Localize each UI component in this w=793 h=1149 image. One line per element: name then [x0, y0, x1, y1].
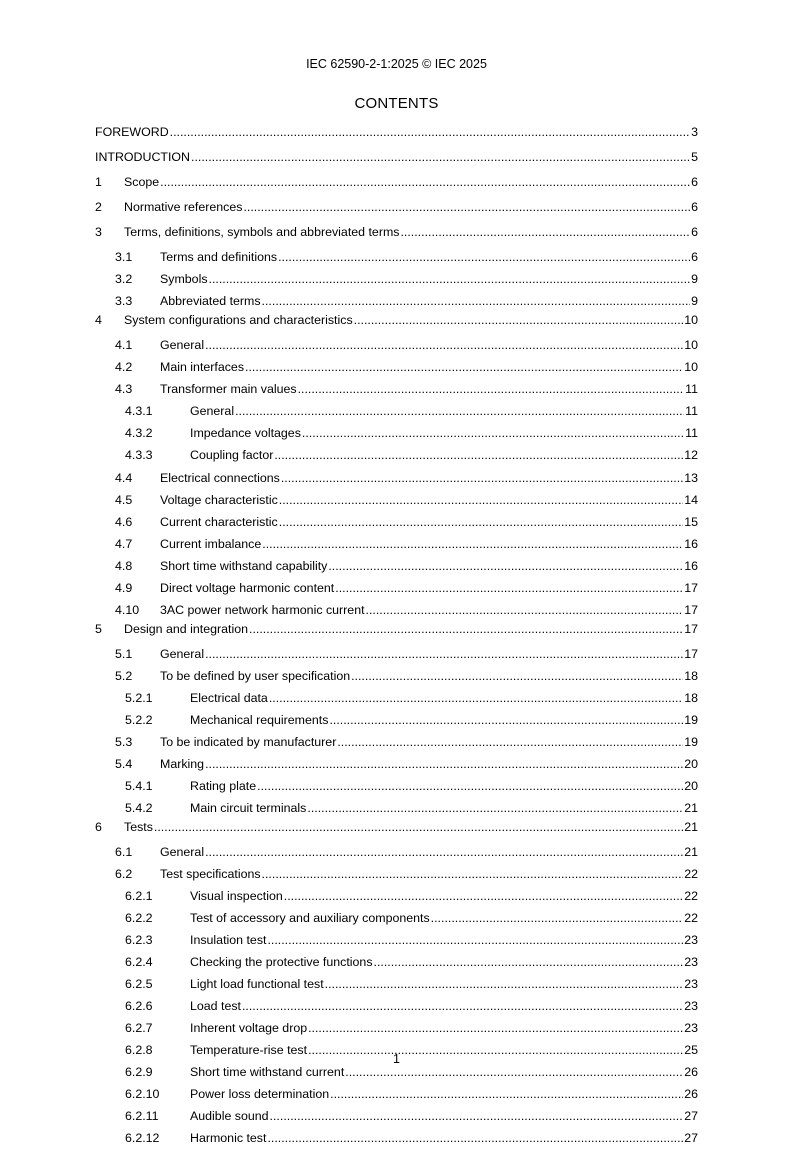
toc-entry-number: 6.2.4 — [125, 955, 153, 969]
toc-entry-number: 3 — [95, 225, 102, 239]
toc-entry-number: 3.2 — [115, 272, 133, 286]
toc-entry-page: 3 — [691, 125, 698, 139]
toc-leader-dots — [278, 249, 690, 265]
page-number: 1 — [393, 1052, 400, 1066]
toc-entry[interactable] — [95, 312, 698, 331]
toc-entry[interactable] — [95, 888, 698, 907]
toc-entry[interactable] — [95, 149, 698, 168]
toc-leader-dots — [302, 425, 684, 441]
toc-entry-label: Harmonic test — [190, 1131, 267, 1145]
toc-entry-number: 5.2.1 — [125, 691, 153, 705]
toc-leader-dots — [262, 866, 684, 882]
toc-leader-dots — [431, 910, 684, 926]
toc-entry[interactable] — [95, 866, 698, 885]
toc-entry-page: 5 — [691, 150, 698, 164]
toc-entry-number: 5.2 — [115, 669, 133, 683]
toc-entry-number: 5.2.2 — [125, 713, 153, 727]
toc-entry-number: 4.3.1 — [125, 404, 153, 418]
toc-entry-page: 23 — [684, 977, 698, 991]
toc-entry-number: 3.1 — [115, 250, 133, 264]
toc-entry-number: 4.7 — [115, 537, 133, 551]
toc-leader-dots — [209, 271, 691, 287]
toc-entry[interactable] — [95, 621, 698, 640]
toc-entry-number: 5.3 — [115, 735, 133, 749]
toc-entry-number: 4.8 — [115, 559, 133, 573]
toc-entry-label: Transformer main values — [160, 382, 297, 396]
toc-entry-page: 6 — [691, 250, 698, 264]
toc-leader-dots — [160, 174, 690, 190]
toc-entry-number: 6.2.5 — [125, 977, 153, 991]
page-header: IEC 62590-2-1:2025 © IEC 2025 — [306, 57, 487, 71]
toc-entry[interactable] — [95, 249, 698, 268]
toc-leader-dots — [330, 1086, 683, 1102]
toc-leader-dots — [328, 558, 683, 574]
toc-leader-dots — [298, 381, 685, 397]
toc-entry-page: 13 — [684, 471, 698, 485]
toc-entry-label: Rating plate — [190, 779, 257, 793]
toc-entry-number: 4.3.3 — [125, 448, 153, 462]
toc-leader-dots — [284, 888, 683, 904]
toc-entry-page: 12 — [684, 448, 698, 462]
toc-entry-page: 17 — [684, 647, 698, 661]
toc-entry-label: Abbreviated terms — [160, 294, 261, 308]
toc-entry[interactable] — [95, 844, 698, 863]
toc-entry-page: 17 — [684, 622, 698, 636]
toc-entry-label: Light load functional test — [190, 977, 324, 991]
toc-entry-page: 23 — [684, 999, 698, 1013]
toc-entry-number: 6.2.6 — [125, 999, 153, 1013]
toc-entry-number: 4.4 — [115, 471, 133, 485]
toc-entry-label: Test of accessory and auxiliary components — [190, 911, 430, 925]
toc-entry[interactable] — [95, 580, 698, 599]
toc-leader-dots — [249, 621, 683, 637]
toc-entry-page: 22 — [684, 911, 698, 925]
toc-entry-number: 2 — [95, 200, 102, 214]
toc-entry-label: General — [190, 404, 235, 418]
toc-entry-number: 4.2 — [115, 360, 133, 374]
toc-leader-dots — [154, 819, 683, 835]
toc-entry[interactable] — [95, 668, 698, 687]
toc-entry-page: 11 — [685, 382, 698, 396]
toc-leader-dots — [337, 734, 683, 750]
toc-entry-number: 6.2.1 — [125, 889, 153, 903]
toc-entry-number: 6.2.9 — [125, 1065, 153, 1079]
toc-leader-dots — [205, 756, 683, 772]
toc-entry-number: 6 — [95, 820, 102, 834]
toc-entry-label: Short time withstand capability — [160, 559, 328, 573]
toc-entry[interactable] — [95, 998, 698, 1017]
toc-entry-label: Marking — [160, 757, 205, 771]
toc-entry-number: 1 — [95, 175, 102, 189]
toc-entry-label: Checking the protective functions — [190, 955, 373, 969]
toc-entry[interactable] — [95, 712, 698, 731]
toc-entry-number: 5.1 — [115, 647, 133, 661]
toc-entry-number: 5 — [95, 622, 102, 636]
toc-entry-page: 10 — [684, 313, 698, 327]
toc-leader-dots — [281, 470, 683, 486]
toc-entry-page: 6 — [691, 200, 698, 214]
toc-entry-number: 5.4 — [115, 757, 133, 771]
toc-entry-label: Tests — [124, 820, 153, 834]
toc-entry-label: Electrical data — [190, 691, 268, 705]
toc-entry-label: FOREWORD — [95, 125, 169, 139]
toc-entry-number: 6.2.10 — [125, 1087, 160, 1101]
toc-entry-label: Electrical connections — [160, 471, 280, 485]
toc-entry[interactable] — [95, 514, 698, 533]
toc-leader-dots — [354, 312, 684, 328]
toc-entry-page: 26 — [684, 1065, 698, 1079]
toc-entry[interactable] — [95, 646, 698, 665]
toc-entry-number: 4 — [95, 313, 102, 327]
toc-entry-page: 27 — [684, 1109, 698, 1123]
toc-entry-page: 16 — [684, 537, 698, 551]
toc-entry-page: 15 — [684, 515, 698, 529]
toc-entry-page: 25 — [684, 1043, 698, 1057]
toc-entry-page: 19 — [684, 735, 698, 749]
toc-entry-label: Scope — [124, 175, 160, 189]
toc-entry[interactable] — [95, 1108, 698, 1127]
toc-entry[interactable] — [95, 174, 698, 193]
toc-entry-label: Mechanical requirements — [190, 713, 329, 727]
toc-entry-page: 6 — [691, 175, 698, 189]
toc-leader-dots — [279, 514, 683, 530]
toc-leader-dots — [400, 224, 690, 240]
toc-entry-label: Coupling factor — [190, 448, 274, 462]
toc-entry[interactable] — [95, 756, 698, 775]
toc-entry-number: 6.2.8 — [125, 1043, 153, 1057]
toc-entry-number: 6.2.7 — [125, 1021, 153, 1035]
toc-entry[interactable] — [95, 293, 698, 312]
toc-entry-page: 27 — [684, 1131, 698, 1145]
toc-entry-page: 23 — [684, 955, 698, 969]
toc-entry[interactable] — [95, 932, 698, 951]
toc-leader-dots — [205, 646, 683, 662]
toc-entry-label: Symbols — [160, 272, 208, 286]
toc-leader-dots — [351, 668, 683, 684]
toc-leader-dots — [205, 337, 683, 353]
toc-leader-dots — [235, 403, 684, 419]
toc-entry-label: 3AC power network harmonic current — [160, 603, 365, 617]
toc-entry-label: Short time withstand current — [190, 1065, 345, 1079]
toc-entry[interactable] — [95, 359, 698, 378]
toc-entry-page: 20 — [684, 779, 698, 793]
toc-entry-page: 22 — [684, 889, 698, 903]
toc-leader-dots — [269, 690, 683, 706]
toc-entry-page: 18 — [684, 691, 698, 705]
toc-leader-dots — [325, 976, 684, 992]
toc-entry-label: General — [160, 845, 205, 859]
toc-entry[interactable] — [95, 271, 698, 290]
toc-entry-page: 19 — [684, 713, 698, 727]
toc-entry[interactable] — [95, 224, 698, 243]
toc-entry[interactable] — [95, 1020, 698, 1039]
toc-entry[interactable] — [95, 1086, 698, 1105]
toc-leader-dots — [308, 1020, 683, 1036]
toc-entry[interactable] — [95, 819, 698, 838]
toc-entry[interactable] — [95, 800, 698, 819]
toc-leader-dots — [366, 602, 684, 618]
toc-entry-page: 21 — [684, 801, 698, 815]
toc-entry[interactable] — [95, 470, 698, 489]
toc-entry[interactable] — [95, 558, 698, 577]
toc-leader-dots — [245, 359, 683, 375]
toc-entry-page: 26 — [684, 1087, 698, 1101]
toc-leader-dots — [267, 932, 683, 948]
toc-entry-page: 11 — [685, 404, 698, 418]
toc-leader-dots — [262, 536, 683, 552]
toc-entry-number: 4.10 — [115, 603, 140, 617]
toc-entry-label: Main interfaces — [160, 360, 245, 374]
toc-entry[interactable] — [95, 492, 698, 511]
toc-leader-dots — [329, 712, 683, 728]
toc-entry-page: 17 — [684, 581, 698, 595]
table-of-contents — [95, 124, 698, 1149]
toc-leader-dots — [345, 1064, 683, 1080]
toc-entry-label: Temperature-rise test — [190, 1043, 308, 1057]
toc-entry-page: 6 — [691, 225, 698, 239]
toc-leader-dots — [191, 149, 690, 165]
toc-entry-label: Insulation test — [190, 933, 267, 947]
toc-entry[interactable] — [95, 734, 698, 753]
toc-entry-label: General — [160, 647, 205, 661]
toc-leader-dots — [335, 580, 683, 596]
toc-entry-number: 6.2.3 — [125, 933, 153, 947]
toc-leader-dots — [374, 954, 684, 970]
toc-entry-page: 21 — [684, 820, 698, 834]
toc-entry[interactable] — [95, 690, 698, 709]
toc-entry-number: 5.4.2 — [125, 801, 153, 815]
toc-leader-dots — [274, 447, 683, 463]
toc-entry-label: Power loss determination — [190, 1087, 330, 1101]
toc-entry-label: To be defined by user specification — [160, 669, 351, 683]
toc-entry-label: Main circuit terminals — [190, 801, 307, 815]
toc-entry-label: Design and integration — [124, 622, 248, 636]
toc-entry-page: 20 — [684, 757, 698, 771]
toc-entry[interactable] — [95, 447, 698, 466]
toc-leader-dots — [170, 124, 690, 140]
toc-entry[interactable] — [95, 1130, 698, 1149]
toc-entry-label: Voltage characteristic — [160, 493, 278, 507]
toc-leader-dots — [307, 800, 683, 816]
toc-entry[interactable] — [95, 910, 698, 929]
toc-leader-dots — [279, 492, 683, 508]
toc-entry-page: 23 — [684, 1021, 698, 1035]
toc-entry-number: 4.5 — [115, 493, 133, 507]
toc-entry-number: 4.3.2 — [125, 426, 153, 440]
toc-entry-page: 9 — [691, 272, 698, 286]
toc-entry[interactable] — [95, 381, 698, 400]
page-title: CONTENTS — [354, 95, 439, 112]
toc-entry[interactable] — [95, 199, 698, 218]
toc-entry-number: 6.2.12 — [125, 1131, 160, 1145]
toc-entry-label: To be indicated by manufacturer — [160, 735, 337, 749]
toc-leader-dots — [243, 199, 690, 215]
toc-entry-number: 4.9 — [115, 581, 133, 595]
toc-leader-dots — [257, 778, 683, 794]
toc-entry-number: 6.2 — [115, 867, 133, 881]
toc-leader-dots — [262, 293, 691, 309]
toc-entry-label: Impedance voltages — [190, 426, 301, 440]
toc-entry-page: 9 — [691, 294, 698, 308]
toc-entry[interactable] — [95, 124, 698, 143]
toc-entry-page: 11 — [685, 426, 698, 440]
toc-leader-dots — [242, 998, 683, 1014]
toc-entry-page: 14 — [684, 493, 698, 507]
toc-entry-page: 17 — [684, 603, 698, 617]
toc-entry-label: Terms, definitions, symbols and abbreviated terms — [124, 225, 400, 239]
toc-entry-label: Audible sound — [190, 1109, 269, 1123]
toc-entry-number: 6.2.11 — [125, 1109, 159, 1123]
toc-entry-page: 16 — [684, 559, 698, 573]
toc-entry-number: 4.3 — [115, 382, 133, 396]
toc-entry[interactable] — [95, 602, 698, 621]
toc-entry-label: Visual inspection — [190, 889, 283, 903]
toc-entry-number: 5.4.1 — [125, 779, 153, 793]
toc-leader-dots — [205, 844, 683, 860]
toc-entry[interactable] — [95, 536, 698, 555]
toc-entry-number: 4.6 — [115, 515, 133, 529]
toc-entry-label: Terms and definitions — [160, 250, 278, 264]
toc-entry[interactable] — [95, 976, 698, 995]
toc-entry-number: 4.1 — [115, 338, 133, 352]
toc-entry-label: Normative references — [124, 200, 243, 214]
toc-entry-label: Inherent voltage drop — [190, 1021, 308, 1035]
toc-entry[interactable] — [95, 778, 698, 797]
toc-entry-label: Test specifications — [160, 867, 261, 881]
toc-entry[interactable] — [95, 425, 698, 444]
toc-entry-label: System configurations and characteristics — [124, 313, 353, 327]
toc-entry[interactable] — [95, 337, 698, 356]
toc-entry-label: Current imbalance — [160, 537, 262, 551]
toc-entry-page: 10 — [684, 360, 698, 374]
toc-entry-label: INTRODUCTION — [95, 150, 190, 164]
toc-leader-dots — [267, 1130, 683, 1146]
toc-entry-label: Current characteristic — [160, 515, 278, 529]
toc-entry-number: 6.2.2 — [125, 911, 153, 925]
toc-entry[interactable] — [95, 1064, 698, 1083]
toc-entry-page: 22 — [684, 867, 698, 881]
toc-entry[interactable] — [95, 403, 698, 422]
toc-entry-page: 23 — [684, 933, 698, 947]
toc-entry-label: Load test — [190, 999, 241, 1013]
toc-entry-page: 18 — [684, 669, 698, 683]
toc-entry-number: 3.3 — [115, 294, 133, 308]
toc-entry-page: 10 — [684, 338, 698, 352]
toc-entry-page: 21 — [684, 845, 698, 859]
toc-entry-label: General — [160, 338, 205, 352]
toc-entry[interactable] — [95, 954, 698, 973]
toc-entry-label: Direct voltage harmonic content — [160, 581, 335, 595]
toc-entry-number: 6.1 — [115, 845, 133, 859]
